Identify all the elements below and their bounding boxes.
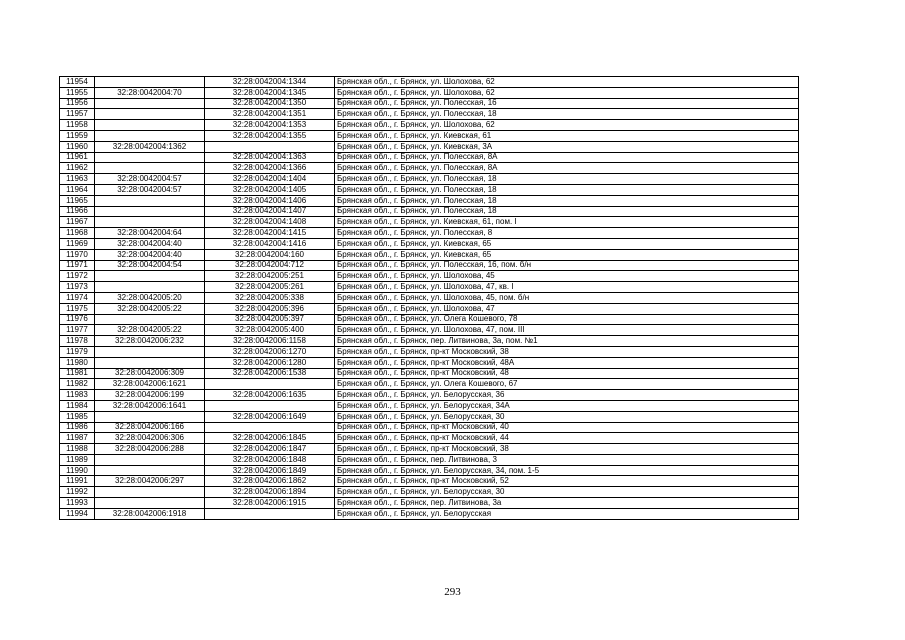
address-cell: Брянская обл., г. Брянск, ул. Полесская, 8А <box>335 152 799 163</box>
address-cell: Брянская обл., г. Брянск, ул. Полесская, 18 <box>335 109 799 120</box>
cadastral-number-cell: 32:28:0042006:1849 <box>205 465 335 476</box>
address-cell: Брянская обл., г. Брянск, ул. Белорусская, 34, пом. 1-5 <box>335 465 799 476</box>
row-number-cell: 11978 <box>60 336 95 347</box>
parent-cadastral-number-cell: 32:28:0042006:199 <box>95 390 205 401</box>
table-row <box>60 476 799 487</box>
address-cell: Брянская обл., г. Брянск, ул. Белорусская <box>335 508 799 519</box>
row-number-cell: 11986 <box>60 422 95 433</box>
cadastral-number-cell: 32:28:0042006:1894 <box>205 487 335 498</box>
address-cell: Брянская обл., г. Брянск, пер. Литвинова, 3 <box>335 454 799 465</box>
cadastral-table <box>59 76 799 520</box>
table-row <box>60 314 799 325</box>
parent-cadastral-number-cell: 32:28:0042006:166 <box>95 422 205 433</box>
table-row <box>60 217 799 228</box>
row-number-cell: 11967 <box>60 217 95 228</box>
row-number-cell: 11955 <box>60 87 95 98</box>
table-row <box>60 422 799 433</box>
address-cell: Брянская обл., г. Брянск, ул. Шолохова, 47, кв. I <box>335 282 799 293</box>
parent-cadastral-number-cell: 32:28:0042006:288 <box>95 444 205 455</box>
table-row <box>60 487 799 498</box>
table-row <box>60 282 799 293</box>
parent-cadastral-number-cell: 32:28:0042006:297 <box>95 476 205 487</box>
cadastral-number-cell: 32:28:0042004:1345 <box>205 87 335 98</box>
table-row <box>60 498 799 509</box>
table-row <box>60 357 799 368</box>
table-row <box>60 141 799 152</box>
table-row <box>60 411 799 422</box>
parent-cadastral-number-cell <box>95 163 205 174</box>
parent-cadastral-number-cell: 32:28:0042005:22 <box>95 303 205 314</box>
address-cell: Брянская обл., г. Брянск, пер. Литвинова, 3а, пом. №1 <box>335 336 799 347</box>
cadastral-number-cell: 32:28:0042005:338 <box>205 292 335 303</box>
cadastral-number-cell: 32:28:0042004:1353 <box>205 120 335 131</box>
address-cell: Брянская обл., г. Брянск, ул. Белорусская, 34А <box>335 400 799 411</box>
parent-cadastral-number-cell <box>95 498 205 509</box>
table-row <box>60 444 799 455</box>
row-number-cell: 11992 <box>60 487 95 498</box>
cadastral-number-cell: 32:28:0042004:1406 <box>205 195 335 206</box>
address-cell: Брянская обл., г. Брянск, ул. Белорусская, 36 <box>335 390 799 401</box>
parent-cadastral-number-cell: 32:28:0042004:70 <box>95 87 205 98</box>
address-cell: Брянская обл., г. Брянск, ул. Шолохова, 62 <box>335 87 799 98</box>
table-body <box>60 77 799 520</box>
parent-cadastral-number-cell: 32:28:0042006:232 <box>95 336 205 347</box>
cadastral-number-cell <box>205 400 335 411</box>
row-number-cell: 11973 <box>60 282 95 293</box>
parent-cadastral-number-cell: 32:28:0042006:1621 <box>95 379 205 390</box>
address-cell: Брянская обл., г. Брянск, ул. Шолохова, 45 <box>335 271 799 282</box>
cadastral-number-cell: 32:28:0042004:1351 <box>205 109 335 120</box>
address-cell: Брянская обл., г. Брянск, ул. Полесская, 16, пом. б/н <box>335 260 799 271</box>
parent-cadastral-number-cell <box>95 357 205 368</box>
table-row <box>60 174 799 185</box>
cadastral-number-cell: 32:28:0042004:1344 <box>205 77 335 88</box>
cadastral-number-cell: 32:28:0042004:160 <box>205 249 335 260</box>
parent-cadastral-number-cell <box>95 314 205 325</box>
address-cell: Брянская обл., г. Брянск, ул. Полесская, 8 <box>335 228 799 239</box>
table-row <box>60 433 799 444</box>
parent-cadastral-number-cell: 32:28:0042004:40 <box>95 249 205 260</box>
cadastral-number-cell <box>205 379 335 390</box>
table-row <box>60 228 799 239</box>
address-cell: Брянская обл., г. Брянск, ул. Полесская, 18 <box>335 184 799 195</box>
address-cell: Брянская обл., г. Брянск, пр-кт Московский, 48А <box>335 357 799 368</box>
table-row <box>60 163 799 174</box>
cadastral-number-cell: 32:28:0042004:1408 <box>205 217 335 228</box>
table-row <box>60 400 799 411</box>
parent-cadastral-number-cell <box>95 454 205 465</box>
parent-cadastral-number-cell: 32:28:0042005:22 <box>95 325 205 336</box>
parent-cadastral-number-cell <box>95 130 205 141</box>
row-number-cell: 11985 <box>60 411 95 422</box>
table-row <box>60 390 799 401</box>
address-cell: Брянская обл., г. Брянск, ул. Полесская, 8А <box>335 163 799 174</box>
cadastral-number-cell: 32:28:0042006:1848 <box>205 454 335 465</box>
row-number-cell: 11962 <box>60 163 95 174</box>
page-number: 293 <box>444 586 461 598</box>
cadastral-number-cell: 32:28:0042004:1405 <box>205 184 335 195</box>
row-number-cell: 11990 <box>60 465 95 476</box>
row-number-cell: 11981 <box>60 368 95 379</box>
cadastral-number-cell: 32:28:0042006:1280 <box>205 357 335 368</box>
parent-cadastral-number-cell: 32:28:0042004:54 <box>95 260 205 271</box>
table-row <box>60 292 799 303</box>
cadastral-number-cell: 32:28:0042006:1158 <box>205 336 335 347</box>
cadastral-number-cell: 32:28:0042005:261 <box>205 282 335 293</box>
address-cell: Брянская обл., г. Брянск, пр-кт Московский, 52 <box>335 476 799 487</box>
row-number-cell: 11975 <box>60 303 95 314</box>
parent-cadastral-number-cell <box>95 195 205 206</box>
address-cell: Брянская обл., г. Брянск, пр-кт Московский, 38 <box>335 346 799 357</box>
row-number-cell: 11964 <box>60 184 95 195</box>
table-row <box>60 206 799 217</box>
row-number-cell: 11994 <box>60 508 95 519</box>
cadastral-number-cell: 32:28:0042004:1404 <box>205 174 335 185</box>
cadastral-number-cell: 32:28:0042004:1355 <box>205 130 335 141</box>
cadastral-number-cell <box>205 508 335 519</box>
cadastral-number-cell: 32:28:0042004:1415 <box>205 228 335 239</box>
cadastral-number-cell: 32:28:0042005:251 <box>205 271 335 282</box>
row-number-cell: 11988 <box>60 444 95 455</box>
table-row <box>60 303 799 314</box>
table-row <box>60 346 799 357</box>
parent-cadastral-number-cell: 32:28:0042004:57 <box>95 174 205 185</box>
cadastral-number-cell: 32:28:0042004:1416 <box>205 238 335 249</box>
parent-cadastral-number-cell: 32:28:0042006:1641 <box>95 400 205 411</box>
table-row <box>60 77 799 88</box>
parent-cadastral-number-cell <box>95 217 205 228</box>
row-number-cell: 11965 <box>60 195 95 206</box>
cadastral-number-cell: 32:28:0042006:1270 <box>205 346 335 357</box>
table-row <box>60 508 799 519</box>
row-number-cell: 11968 <box>60 228 95 239</box>
cadastral-number-cell <box>205 141 335 152</box>
address-cell: Брянская обл., г. Брянск, ул. Олега Кошевого, 67 <box>335 379 799 390</box>
cadastral-number-cell <box>205 422 335 433</box>
address-cell: Брянская обл., г. Брянск, ул. Шолохова, 47 <box>335 303 799 314</box>
row-number-cell: 11983 <box>60 390 95 401</box>
table-row <box>60 109 799 120</box>
table-row <box>60 454 799 465</box>
row-number-cell: 11976 <box>60 314 95 325</box>
cadastral-number-cell: 32:28:0042005:396 <box>205 303 335 314</box>
address-cell: Брянская обл., г. Брянск, пр-кт Московский, 38 <box>335 444 799 455</box>
table-row <box>60 260 799 271</box>
cadastral-number-cell: 32:28:0042006:1847 <box>205 444 335 455</box>
cadastral-number-cell: 32:28:0042006:1915 <box>205 498 335 509</box>
row-number-cell: 11979 <box>60 346 95 357</box>
cadastral-number-cell: 32:28:0042006:1649 <box>205 411 335 422</box>
parent-cadastral-number-cell <box>95 152 205 163</box>
row-number-cell: 11977 <box>60 325 95 336</box>
table-row <box>60 465 799 476</box>
address-cell: Брянская обл., г. Брянск, ул. Белорусская, 30 <box>335 487 799 498</box>
parent-cadastral-number-cell: 32:28:0042004:64 <box>95 228 205 239</box>
address-cell: Брянская обл., г. Брянск, ул. Олега Кошевого, 78 <box>335 314 799 325</box>
address-cell: Брянская обл., г. Брянск, пр-кт Московский, 48 <box>335 368 799 379</box>
row-number-cell: 11982 <box>60 379 95 390</box>
address-cell: Брянская обл., г. Брянск, ул. Шолохова, 62 <box>335 77 799 88</box>
parent-cadastral-number-cell <box>95 346 205 357</box>
cadastral-number-cell: 32:28:0042006:1845 <box>205 433 335 444</box>
table-row <box>60 152 799 163</box>
cadastral-number-cell: 32:28:0042005:400 <box>205 325 335 336</box>
table-row <box>60 249 799 260</box>
row-number-cell: 11971 <box>60 260 95 271</box>
table-row <box>60 87 799 98</box>
cadastral-number-cell: 32:28:0042004:1407 <box>205 206 335 217</box>
table-row <box>60 368 799 379</box>
cadastral-number-cell: 32:28:0042005:397 <box>205 314 335 325</box>
parent-cadastral-number-cell <box>95 77 205 88</box>
cadastral-number-cell: 32:28:0042006:1538 <box>205 368 335 379</box>
row-number-cell: 11987 <box>60 433 95 444</box>
parent-cadastral-number-cell: 32:28:0042006:306 <box>95 433 205 444</box>
row-number-cell: 11958 <box>60 120 95 131</box>
row-number-cell: 11970 <box>60 249 95 260</box>
parent-cadastral-number-cell: 32:28:0042005:20 <box>95 292 205 303</box>
address-cell: Брянская обл., г. Брянск, ул. Киевская, 65 <box>335 238 799 249</box>
row-number-cell: 11969 <box>60 238 95 249</box>
address-cell: Брянская обл., г. Брянск, ул. Полесская, 18 <box>335 195 799 206</box>
row-number-cell: 11989 <box>60 454 95 465</box>
row-number-cell: 11956 <box>60 98 95 109</box>
parent-cadastral-number-cell <box>95 271 205 282</box>
parent-cadastral-number-cell <box>95 487 205 498</box>
table-row <box>60 184 799 195</box>
parent-cadastral-number-cell <box>95 98 205 109</box>
cadastral-number-cell: 32:28:0042004:1366 <box>205 163 335 174</box>
parent-cadastral-number-cell <box>95 120 205 131</box>
table-row <box>60 130 799 141</box>
table-row <box>60 271 799 282</box>
parent-cadastral-number-cell: 32:28:0042006:309 <box>95 368 205 379</box>
parent-cadastral-number-cell <box>95 109 205 120</box>
parent-cadastral-number-cell <box>95 465 205 476</box>
cadastral-number-cell: 32:28:0042004:712 <box>205 260 335 271</box>
parent-cadastral-number-cell: 32:28:0042004:57 <box>95 184 205 195</box>
address-cell: Брянская обл., г. Брянск, пр-кт Московский, 40 <box>335 422 799 433</box>
address-cell: Брянская обл., г. Брянск, ул. Киевская, 65 <box>335 249 799 260</box>
parent-cadastral-number-cell: 32:28:0042004:1362 <box>95 141 205 152</box>
address-cell: Брянская обл., г. Брянск, ул. Белорусская, 30 <box>335 411 799 422</box>
parent-cadastral-number-cell: 32:28:0042004:40 <box>95 238 205 249</box>
address-cell: Брянская обл., г. Брянск, пр-кт Московский, 44 <box>335 433 799 444</box>
row-number-cell: 11961 <box>60 152 95 163</box>
table-row <box>60 379 799 390</box>
table-row <box>60 120 799 131</box>
row-number-cell: 11991 <box>60 476 95 487</box>
row-number-cell: 11984 <box>60 400 95 411</box>
row-number-cell: 11960 <box>60 141 95 152</box>
row-number-cell: 11980 <box>60 357 95 368</box>
table-row <box>60 98 799 109</box>
address-cell: Брянская обл., г. Брянск, ул. Шолохова, 45, пом. б/н <box>335 292 799 303</box>
table-row <box>60 325 799 336</box>
address-cell: Брянская обл., г. Брянск, ул. Киевская, 61, пом. I <box>335 217 799 228</box>
row-number-cell: 11957 <box>60 109 95 120</box>
cadastral-number-cell: 32:28:0042006:1862 <box>205 476 335 487</box>
address-cell: Брянская обл., г. Брянск, ул. Шолохова, 47, пом. III <box>335 325 799 336</box>
address-cell: Брянская обл., г. Брянск, ул. Полесская, 16 <box>335 98 799 109</box>
table-row <box>60 238 799 249</box>
address-cell: Брянская обл., г. Брянск, ул. Шолохова, 62 <box>335 120 799 131</box>
row-number-cell: 11966 <box>60 206 95 217</box>
row-number-cell: 11974 <box>60 292 95 303</box>
row-number-cell: 11963 <box>60 174 95 185</box>
row-number-cell: 11972 <box>60 271 95 282</box>
address-cell: Брянская обл., г. Брянск, ул. Полесская, 18 <box>335 174 799 185</box>
parent-cadastral-number-cell: 32:28:0042006:1918 <box>95 508 205 519</box>
address-cell: Брянская обл., г. Брянск, ул. Полесская, 18 <box>335 206 799 217</box>
address-cell: Брянская обл., г. Брянск, ул. Киевская, 3А <box>335 141 799 152</box>
parent-cadastral-number-cell <box>95 206 205 217</box>
cadastral-number-cell: 32:28:0042006:1635 <box>205 390 335 401</box>
row-number-cell: 11959 <box>60 130 95 141</box>
row-number-cell: 11993 <box>60 498 95 509</box>
table-row <box>60 336 799 347</box>
row-number-cell: 11954 <box>60 77 95 88</box>
address-cell: Брянская обл., г. Брянск, пер. Литвинова, 3а <box>335 498 799 509</box>
table-row <box>60 195 799 206</box>
parent-cadastral-number-cell <box>95 282 205 293</box>
address-cell: Брянская обл., г. Брянск, ул. Киевская, 61 <box>335 130 799 141</box>
cadastral-number-cell: 32:28:0042004:1363 <box>205 152 335 163</box>
parent-cadastral-number-cell <box>95 411 205 422</box>
cadastral-number-cell: 32:28:0042004:1350 <box>205 98 335 109</box>
